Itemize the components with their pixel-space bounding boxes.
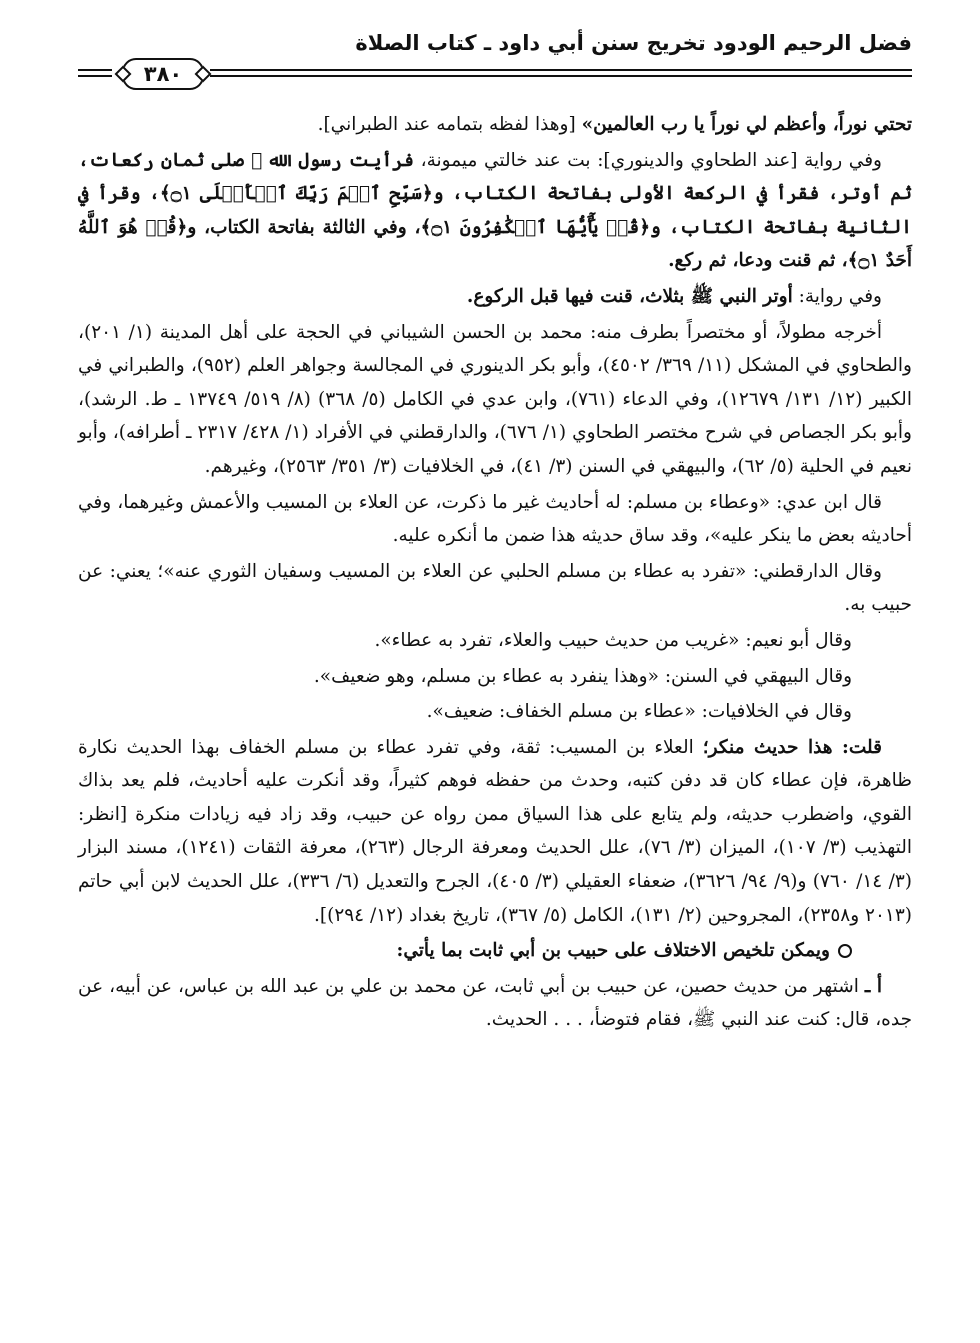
paragraph-3-bold: أوتر النبي ﷺ بثلاث، قنت فيها قبل الركوع. [466, 285, 793, 307]
paragraph-6-daraqutni: وقال الدارقطني: «تفرد به عطاء بن مسلم الحلبي عن العلاء بن المسيب وسفيان الثوري عنه»؛ يعني: عن حبيب به. [78, 560, 912, 616]
page-number-text: ٣٨٠ [143, 62, 183, 86]
paragraph-10-verdict [78, 731, 912, 933]
running-header [78, 28, 912, 58]
circle-bullet-icon [838, 944, 852, 958]
paragraph-10-rest: العلاء بن المسيب: ثقة، وفي تفرد عطاء بن مسلم الخفاف بهذا الحديث نكارة ظاهرة، فإن عطاء كان قد دفن كتبه، وحدث من حفظه فوهم كثيراً، وقد أنكرت عليه أحاديث، فلم يعد بذاك القوي، واضطرب حديثه، ولم يتابع على هذا السياق ممن رواه عن حبيب، وقد زاد فيه زيادات منكرة [انظر: التهذيب (٣/ ١٠٧)، الميزان (٣/ ٧٦)، علل الحديث ومعرفة الرجال (٢٦٣)، معرفة الثقات (١٢٤١)، مسند البزار (٣/ ١٤/ ٧٦٠) و(٩/ ٩٤/ ٣٦٢٦)، ضعفاء العقيلي (٣/ ٤٠٥)، الجرح والتعديل (٦/ ٣٣٦)، علل الحديث لابن أبي حاتم (٢٠١٣ و٢٣٥٨)، المجروحين (٢/ ١٣١)، الكامل (٥/ ٣٦٧)، تاريخ بغداد (١٢/ ٢٩٤)]. [78, 736, 913, 926]
paragraph-1-rest: [وهذا لفظه بتمامه عند الطبراني]. [317, 114, 582, 135]
paragraph-9-bayhaqi-khilafiyyat: وقال في الخلافيات: «عطاء بن مسلم الخفاف: ضعيف». [426, 701, 852, 723]
paragraph-4-takhrij: أخرجه مطولاً، أو مختصراً بطرف منه: محمد بن الحسن الشيباني في الحجة على أهل المدينة (١/ ٢٠١)، والطحاوي في المشكل (١١/ ٣٦٩/ ٤٥٠٢)، وأبو بكر الدينوري في المجالسة وجواهر العلم (٩٥٢)، والطبراني في الكبير (١٢/ ١٣١/ ١٢٦٧٩)، وفي الدعاء (٧٦١)، وابن عدي في الكامل (٥/ ٣٦٨) (٨/ ٥١٩/ ١٣٧٤٩ ـ ط. الرشد)، وأبو بكر الجصاص في شرح مختصر الطحاوي (١/ ٦٧٦)، والدارقطني في الأفراد (١/ ٤٢٨/ ٢٣١٧ ـ أطرافه)، وأبو نعيم في الحلية (٥/ ٦٢)، والبيهقي في السنن (٣/ ٤١)، في الخلافيات (٣/ ٣٥١/ ٢٥٦٣)، وغيرهم. [78, 321, 912, 477]
paragraph-5-ibn-adi: قال ابن عدي: «وعطاء بن مسلم: له أحاديث غير ما ذكرت، عن العلاء بن المسيب والأعمش وغيرهما، وفي أحاديثه بعض ما ينكر عليه»، وقد ساق حديثه هذا ضمن ما أنكره عليه. [78, 491, 912, 547]
paragraph-8-bayhaqi-sunan: وقال البيهقي في السنن: «وهذا ينفرد به عطاء بن مسلم، وهو ضعيف». [313, 665, 852, 687]
paragraph-1-bold: تحتي نوراً، وأعظم لي نوراً يا رب العالمين» [581, 114, 912, 135]
paragraph-2 [78, 144, 912, 278]
paragraph-12-item-a [78, 970, 912, 1037]
running-title: فضل الرحيم الودود تخريج سنن أبي داود ـ كتاب الصلاة [355, 31, 912, 55]
paragraph-12-rest: اشتهر من حديث حصين، عن حبيب بن أبي ثابت، عن محمد بن علي بن عبد الله بن عباس، عن أبيه، عن جده، قال: كنت عند النبي ﷺ، فقام فتوضأ، . . . الحديث. [78, 975, 912, 1031]
paragraph-2-bold: فرأيت رسول الله ﷺ صلى ثمان ركعات، ثم أوتر، فقرأ في الركعة الأولى بفاتحة الكتاب، و﴿سَبِّحِ ٱسۡمَ رَبِّكَ ٱلۡأَعۡلَى ۝١﴾، وقرأ في الثانية بفاتحة الكتاب، و﴿قُلۡ يَٰٓأَيُّهَا ٱلۡكَٰفِرُونَ ۝١﴾، وفي الثالثة بفاتحة الكتاب، و﴿قُلۡ هُوَ ٱللَّهُ أَحَدٌ ۝١﴾، ثم قنت ودعا، ثم ركع. [78, 149, 913, 272]
paragraph-7-abu-nuaym: وقال أبو نعيم: «غريب من حديث حبيب والعلاء، تفرد به عطاء». [374, 629, 852, 651]
paragraph-3 [78, 280, 912, 314]
paragraph-10-bold: قلت: هذا حديث منكر؛ [702, 736, 883, 758]
body-text [78, 108, 912, 1039]
paragraph-1 [78, 108, 912, 142]
paragraph-11-summary [78, 934, 912, 968]
paragraph-2-lead: وفي رواية [عند الطحاوي والدينوري]: بت عند خالتي ميمونة، [413, 149, 882, 171]
paragraph-12-marker: أ ـ [864, 975, 882, 997]
paragraph-3-lead: وفي رواية: [792, 285, 882, 307]
paragraph-11-text: ويمكن تلخيص الاختلاف على حبيب بن أبي ثابت بما يأتي: [396, 940, 830, 962]
page-number [122, 58, 204, 90]
book-page [78, 14, 912, 1324]
